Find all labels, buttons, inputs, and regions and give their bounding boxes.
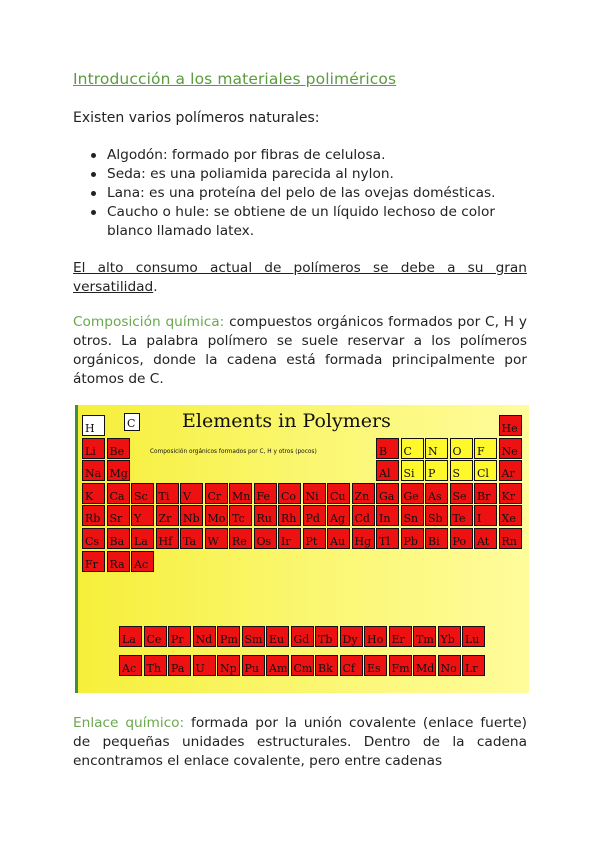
element-cell <box>82 551 105 572</box>
element-symbol: Rn <box>501 535 517 549</box>
element-symbol: Th <box>146 662 161 676</box>
element-cell <box>425 438 448 459</box>
element-cell <box>242 626 265 647</box>
element-symbol: La <box>134 535 148 549</box>
element-cell <box>82 483 105 504</box>
element-symbol: Yb <box>440 633 455 647</box>
element-cell <box>119 655 142 676</box>
element-cell <box>229 505 252 526</box>
element-symbol: Nd <box>195 633 213 647</box>
element-symbol: Cu <box>330 489 346 503</box>
element-symbol: Ge <box>403 489 419 503</box>
element-symbol: Tl <box>379 535 390 549</box>
element-symbol: Zn <box>354 489 370 503</box>
element-symbol: Na <box>85 467 102 481</box>
element-symbol: U <box>195 662 205 676</box>
element-cell <box>156 483 179 504</box>
element-symbol: Ho <box>367 633 384 647</box>
element-cell <box>266 626 289 647</box>
element-symbol: Kr <box>501 489 515 503</box>
element-cell <box>107 505 130 526</box>
element-cell <box>425 483 448 504</box>
element-cell <box>462 626 485 647</box>
element-cell <box>82 460 105 481</box>
element-symbol: N <box>428 444 438 458</box>
element-cell <box>131 551 154 572</box>
element-symbol: Ac <box>122 662 137 676</box>
element-symbol: Ta <box>183 535 197 549</box>
composition-text: compuestos orgánicos formados por C, H y otros. La palabra polímero se suele reservar a los polímeros orgánicos, donde la cadena está formada principalmente por átomos de C. <box>73 314 527 387</box>
element-cell <box>82 528 105 549</box>
element-cell <box>364 626 387 647</box>
element-cell <box>156 505 179 526</box>
element-cell <box>291 655 314 676</box>
element-cell <box>401 438 424 459</box>
element-symbol: Sm <box>244 633 263 647</box>
element-cell <box>168 655 191 676</box>
element-symbol: Np <box>220 662 237 676</box>
element-symbol: Eu <box>269 633 285 647</box>
element-cell <box>425 528 448 549</box>
list-item: Seda: es una poliamida parecida al nylon. <box>73 165 533 184</box>
element-symbol: At <box>477 535 490 549</box>
element-symbol: Cm <box>293 662 313 676</box>
element-symbol: Ag <box>330 512 345 526</box>
element-symbol: Gd <box>293 633 310 647</box>
element-symbol: Fe <box>256 489 271 503</box>
element-cell <box>205 483 228 504</box>
element-symbol: As <box>428 489 442 503</box>
element-symbol: Te <box>452 512 466 526</box>
element-symbol: Ac <box>134 557 149 571</box>
element-cell <box>401 483 424 504</box>
element-symbol: H <box>85 422 95 436</box>
title-symbol: C <box>127 417 136 430</box>
element-symbol: Rb <box>85 512 101 526</box>
element-cell <box>303 505 326 526</box>
element-cell <box>193 655 216 676</box>
element-cell <box>389 655 412 676</box>
title-symbol-box <box>124 413 140 431</box>
element-cell <box>180 505 203 526</box>
element-symbol: Br <box>477 489 491 503</box>
element-cell <box>205 528 228 549</box>
bond-label: Enlace químico: <box>73 715 185 731</box>
element-cell <box>278 505 301 526</box>
natural-polymers-list <box>73 146 533 241</box>
element-cell <box>229 528 252 549</box>
element-symbol: Tb <box>318 633 333 647</box>
element-cell <box>413 655 436 676</box>
composition-paragraph <box>73 313 527 389</box>
element-symbol: Rh <box>281 512 297 526</box>
element-cell <box>474 528 497 549</box>
element-symbol: Am <box>269 662 288 676</box>
element-cell <box>425 460 448 481</box>
element-symbol: Os <box>256 535 272 549</box>
element-cell <box>401 505 424 526</box>
element-cell <box>376 438 399 459</box>
element-symbol: Md <box>416 662 435 676</box>
element-cell <box>401 528 424 549</box>
periodic-table-subtitle: Composición orgánicos formados por C, H y otros (pocos) <box>150 449 317 455</box>
composition-label: Composición química: <box>73 314 225 330</box>
element-cell <box>82 438 105 459</box>
element-symbol: S <box>452 467 461 481</box>
element-cell <box>107 483 130 504</box>
element-symbol: K <box>85 489 94 503</box>
element-cell <box>462 655 485 676</box>
element-symbol: Ti <box>158 489 170 503</box>
element-symbol: Mg <box>109 467 128 481</box>
element-cell <box>499 505 522 526</box>
element-symbol: Ar <box>501 467 515 481</box>
element-cell <box>499 460 522 481</box>
element-cell <box>217 626 240 647</box>
element-cell <box>107 528 130 549</box>
element-symbol: Es <box>367 662 381 676</box>
element-cell <box>364 655 387 676</box>
element-symbol: Bi <box>428 535 440 549</box>
element-cell <box>254 505 277 526</box>
element-cell <box>450 460 473 481</box>
element-cell <box>131 505 154 526</box>
element-symbol: Sc <box>134 489 148 503</box>
element-symbol: La <box>122 633 136 647</box>
element-cell <box>131 528 154 549</box>
periodic-table-image <box>75 405 529 693</box>
element-cell <box>254 483 277 504</box>
element-symbol: Si <box>403 467 415 481</box>
element-cell <box>450 438 473 459</box>
element-cell <box>499 438 522 459</box>
element-cell <box>352 505 375 526</box>
element-symbol: Nb <box>183 512 200 526</box>
element-cell <box>327 505 350 526</box>
element-symbol: Au <box>330 535 346 549</box>
element-symbol: Pd <box>305 512 320 526</box>
element-cell <box>107 551 130 572</box>
element-cell <box>474 460 497 481</box>
element-cell <box>205 505 228 526</box>
element-cell <box>327 483 350 504</box>
element-cell <box>229 483 252 504</box>
element-symbol: Zr <box>158 512 172 526</box>
list-item: Lana: es una proteína del pelo de las ovejas domésticas. <box>73 184 533 203</box>
element-cell <box>474 438 497 459</box>
element-symbol: Y <box>134 512 142 526</box>
element-cell <box>376 505 399 526</box>
element-cell <box>168 626 191 647</box>
element-cell <box>376 528 399 549</box>
element-cell <box>217 655 240 676</box>
element-symbol: Pa <box>171 662 185 676</box>
element-cell <box>303 483 326 504</box>
element-cell <box>413 626 436 647</box>
element-symbol: Ni <box>305 489 319 503</box>
element-cell <box>474 483 497 504</box>
element-symbol: Cd <box>354 512 370 526</box>
element-cell <box>315 626 338 647</box>
element-cell <box>499 528 522 549</box>
element-symbol: Fr <box>85 557 98 571</box>
element-symbol: Ne <box>501 444 518 458</box>
element-cell <box>376 460 399 481</box>
element-cell <box>144 655 167 676</box>
element-symbol: Sb <box>428 512 443 526</box>
element-symbol: Dy <box>342 633 358 647</box>
element-cell <box>352 528 375 549</box>
element-symbol: Ir <box>281 535 291 549</box>
element-cell <box>450 505 473 526</box>
element-cell <box>107 460 130 481</box>
element-cell <box>425 505 448 526</box>
element-cell <box>278 528 301 549</box>
element-symbol: B <box>379 444 388 458</box>
element-cell <box>107 438 130 459</box>
element-cell <box>291 626 314 647</box>
element-symbol: Cr <box>207 489 222 503</box>
element-cell <box>278 483 301 504</box>
element-symbol: No <box>440 662 457 676</box>
element-symbol: O <box>452 444 462 458</box>
element-symbol: Lr <box>465 662 478 676</box>
element-symbol: I <box>477 512 482 526</box>
element-cell <box>499 483 522 504</box>
element-symbol: He <box>501 422 518 436</box>
intro-text: Existen varios polímeros naturales: <box>73 110 320 126</box>
element-symbol: Li <box>85 444 96 458</box>
element-cell <box>315 655 338 676</box>
element-symbol: Tm <box>416 633 434 647</box>
list-item: Caucho o hule: se obtiene de un líquido lechoso de color blanco llamado latex. <box>73 203 533 241</box>
element-symbol: Tc <box>232 512 245 526</box>
bond-paragraph <box>73 714 527 771</box>
element-symbol: Ca <box>109 489 125 503</box>
element-cell <box>82 415 105 436</box>
bond-text: formada por la unión covalente (enlace fuerte) de pequeñas unidades estructurales. Dentro de la cadena encontramos el enlace covalente, pero entre cadenas <box>73 715 528 769</box>
element-cell <box>401 460 424 481</box>
element-cell <box>340 626 363 647</box>
element-symbol: Al <box>379 467 391 481</box>
element-symbol: Hg <box>354 535 372 549</box>
element-cell <box>180 483 203 504</box>
element-cell <box>376 483 399 504</box>
element-symbol: Mo <box>207 512 226 526</box>
element-cell <box>156 528 179 549</box>
element-cell <box>144 626 167 647</box>
element-symbol: Se <box>452 489 467 503</box>
element-symbol: Co <box>281 489 297 503</box>
element-symbol: Sn <box>403 512 419 526</box>
element-symbol: Er <box>391 633 405 647</box>
element-cell <box>438 655 461 676</box>
element-symbol: Be <box>109 444 125 458</box>
element-cell <box>389 626 412 647</box>
element-symbol: Po <box>452 535 467 549</box>
element-symbol: Lu <box>465 633 480 647</box>
list-item: Algodón: formado por fibras de celulosa. <box>73 146 533 165</box>
element-cell <box>131 483 154 504</box>
element-symbol: Cl <box>477 467 489 481</box>
element-cell <box>119 626 142 647</box>
element-symbol: Fm <box>391 662 410 676</box>
element-symbol: Bk <box>318 662 333 676</box>
element-cell <box>438 626 461 647</box>
element-cell <box>180 528 203 549</box>
element-symbol: Ra <box>109 557 125 571</box>
element-cell <box>474 505 497 526</box>
element-symbol: F <box>477 444 485 458</box>
element-symbol: Ga <box>379 489 395 503</box>
element-symbol: Sr <box>109 512 123 526</box>
element-cell <box>303 528 326 549</box>
element-cell <box>340 655 363 676</box>
element-symbol: Ru <box>256 512 272 526</box>
element-symbol: Ba <box>109 535 125 549</box>
element-symbol: Xe <box>501 512 516 526</box>
element-symbol: Cs <box>85 535 100 549</box>
element-symbol: Pr <box>171 633 184 647</box>
element-cell <box>352 483 375 504</box>
element-symbol: Pm <box>220 633 238 647</box>
element-symbol: Pu <box>244 662 259 676</box>
element-cell <box>327 528 350 549</box>
element-symbol: Cf <box>342 662 355 676</box>
versatility-underlined: El alto consumo actual de polímeros se debe a su gran versatilidad <box>73 260 527 295</box>
section-heading: Introducción a los materiales poliméricos <box>73 70 397 88</box>
element-cell <box>242 655 265 676</box>
element-cell <box>450 528 473 549</box>
element-cell <box>450 483 473 504</box>
element-symbol: V <box>183 489 191 503</box>
element-symbol: In <box>379 512 391 526</box>
element-symbol: Hf <box>158 535 173 549</box>
element-symbol: Mn <box>232 489 251 503</box>
element-symbol: P <box>428 467 436 481</box>
element-symbol: Pb <box>403 535 418 549</box>
element-cell <box>254 528 277 549</box>
element-symbol: C <box>403 444 412 458</box>
element-symbol: W <box>207 535 219 549</box>
element-symbol: Pt <box>305 535 318 549</box>
element-symbol: Re <box>232 535 247 549</box>
element-cell <box>266 655 289 676</box>
periodic-table-title: Elements in Polymers <box>182 410 391 432</box>
element-cell <box>82 505 105 526</box>
element-cell <box>499 415 522 436</box>
element-symbol: Ce <box>146 633 162 647</box>
versatility-paragraph <box>73 259 527 297</box>
element-cell <box>193 626 216 647</box>
versatility-end: . <box>153 279 158 295</box>
